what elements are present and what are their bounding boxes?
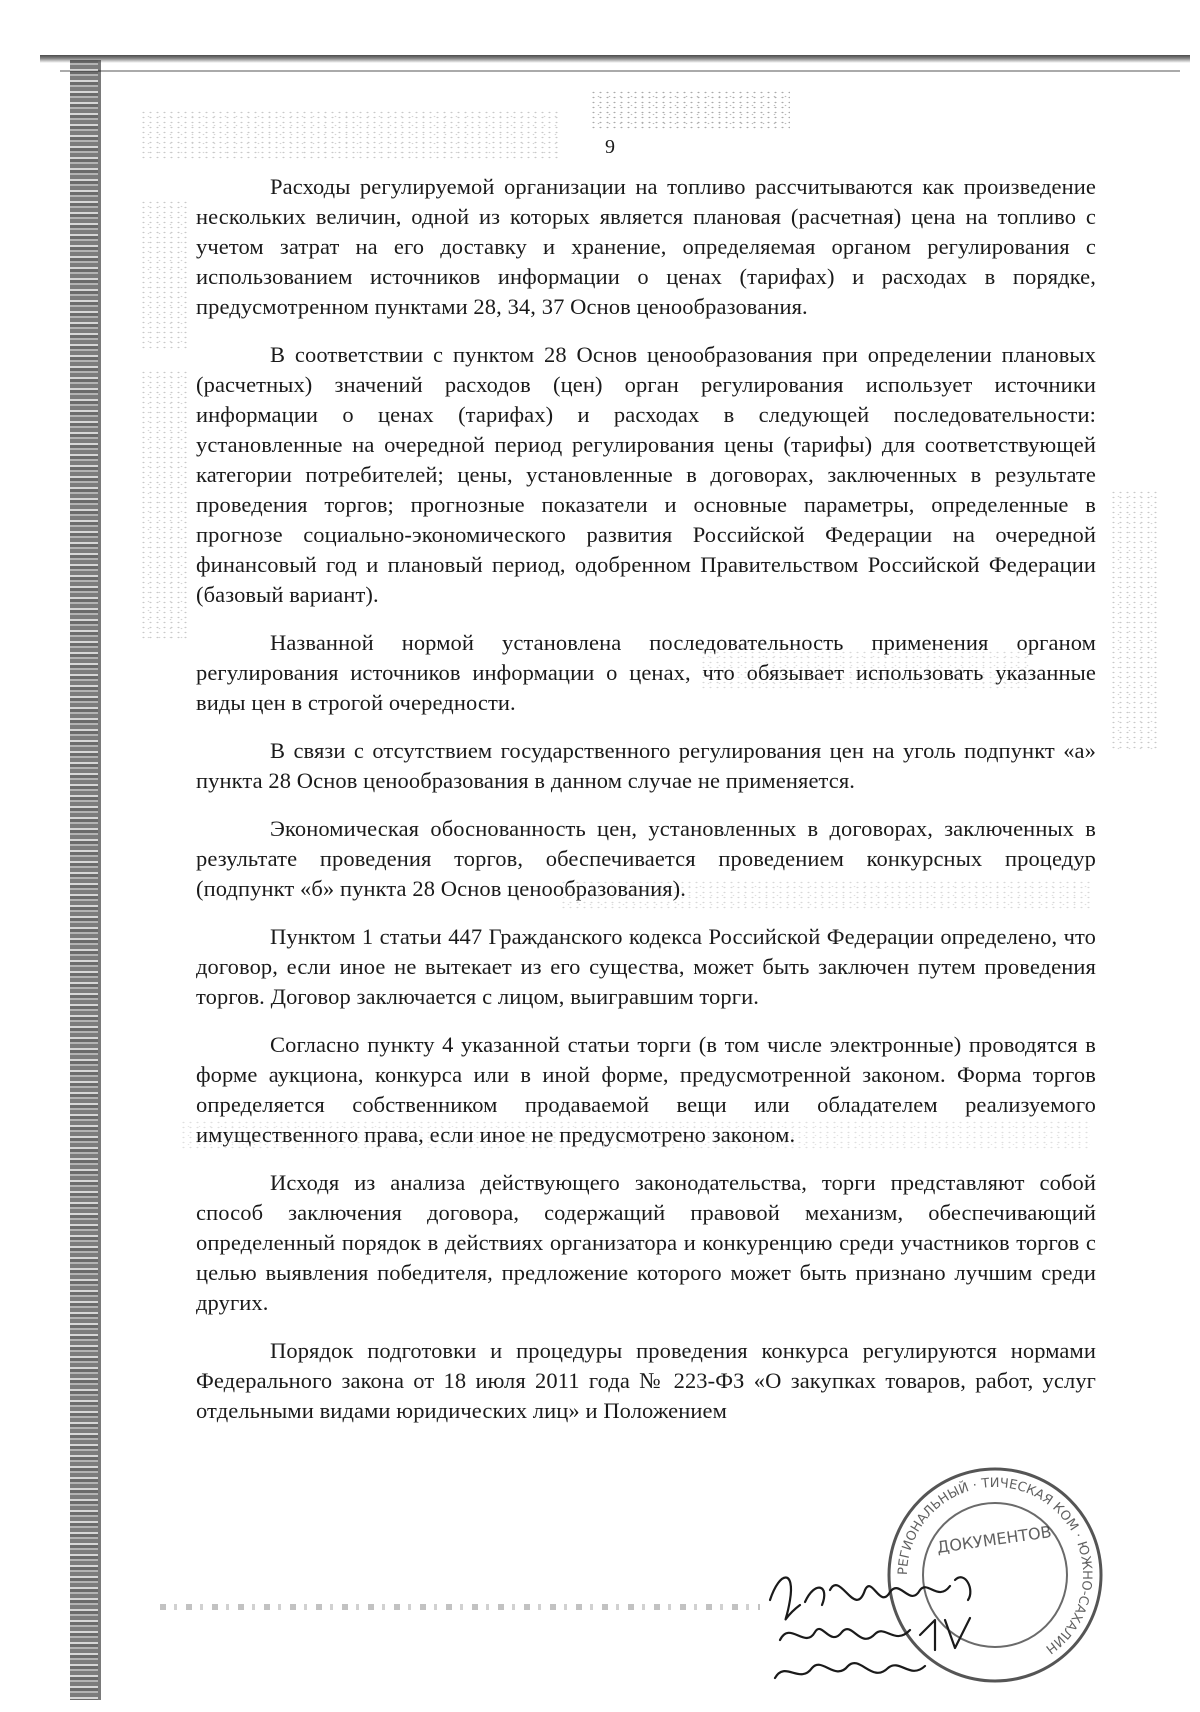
scan-noise-left-1 [140,200,190,350]
page-number: 9 [605,136,615,158]
paragraph: Пунктом 1 статьи 447 Гражданского кодекса Российской Федерации определено, что договор, если иное не вытекает из его существа, может быть заключен путем проведения торгов. Договор заключается с лицом, выигравшим торги. [196,924,1096,1009]
paragraph: Согласно пункту 4 указанной статьи торги (в том числе электронные) проводятся в форме аукциона, конкурса или в иной форме, предусмотренной законом. Форма торгов определяется собственником продаваемой вещи или обладателем реализуемого имущественного права, если иное не предусмотрено законом. [196,1032,1096,1147]
svg-text:ДОКУМЕНТОВ: ДОКУМЕНТОВ [935,1522,1053,1557]
paragraph: В связи с отсутствием государственного регулирования цен на уголь подпункт «а» пункта 28 Основ ценообразования в данном случае не применяется. [196,738,1096,793]
document-body [196,172,1096,1444]
paragraph: Названной нормой установлена последовательность применения органом регулирования источников информации о ценах, что обязывает использовать указанные виды цен в строгой очередности. [196,630,1096,715]
scan-top-edge [40,55,1190,63]
paragraph: Экономическая обоснованность цен, установленных в договорах, заключенных в результате проведения торгов, обеспечивается проведением конкурсных процедур (подпункт «б» пункта 28 Основ ценообразования). [196,816,1096,901]
scan-noise-right-1 [1110,490,1160,750]
svg-text:РЕГИОНАЛЬНЫЙ · ТИЧЕСКАЯ КОМ ·: РЕГИОНАЛЬНЫЙ · ТИЧЕСКАЯ КОМ · ЮЖНО-САХАЛИН [895,1475,1095,1657]
paragraph: Исходя из анализа действующего законодательства, торги представляют собой способ заключения договора, содержащий правовой механизм, обеспечивающий определенный порядок в действиях организатора и конкуренцию среди участников торгов с целью выявления победителя, предложение которого может быть признано лучшим среди других. [196,1170,1096,1315]
scan-noise-left-2 [140,370,190,640]
scan-noise-bottom-line [160,1604,760,1610]
scan-noise-top [140,110,560,160]
scan-left-border [98,60,101,1700]
scan-left-edge [70,60,98,1700]
handwritten-signature [760,1560,1000,1700]
paragraph: В соответствии с пунктом 28 Основ ценообразования при определении плановых (расчетных) значений расходов (цен) орган регулирования использует источники информации о ценах (тарифах) и расходах в следующей последовательности: установленные на очередной период регулирования цены (тарифы) для соответствующей категории потребителей; цены, установленные в договорах, заключенных в результате проведения торгов; прогнозные показатели и основные параметры, определенные в прогнозе социально-экономического развития Российской Федерации на очередной финансовый год и плановый период, одобренном Правительством Российской Федерации (базовый вариант). [196,342,1096,607]
paragraph: Порядок подготовки и процедуры проведения конкурса регулируются нормами Федерального закона от 18 июля 2011 года № 223-ФЗ «О закупках товаров, работ, услуг отдельными видами юридических лиц» и Положением [196,1338,1096,1423]
paragraph: Расходы регулируемой организации на топливо рассчитываются как произведение нескольких величин, одной из которых является плановая (расчетная) цена на топливо с учетом затрат на его доставку и хранение, определяемая органом регулирования с использованием источников информации о ценах (тарифах) и расходах в порядке, предусмотренном пунктами 28, 34, 37 Основ ценообразования. [196,174,1096,319]
scan-top-edge-line [60,70,1180,72]
scan-noise-top-right [590,90,790,130]
